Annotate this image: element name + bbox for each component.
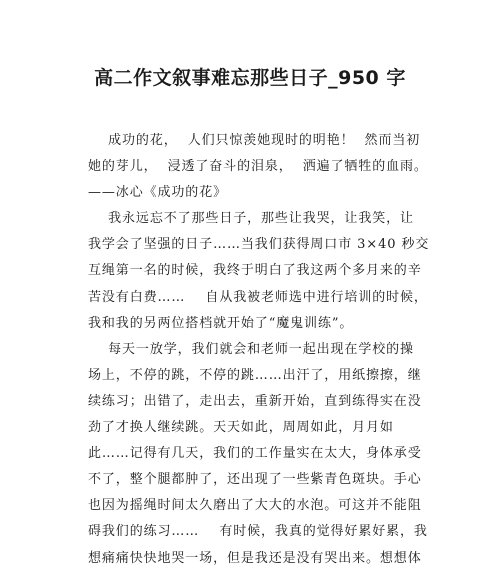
text-line: 我永远忘不了那些日子，那些让我哭，让我笑，让 xyxy=(88,211,414,227)
text-line: 每天一放学，我们就会和老师一起出现在学校的操 xyxy=(88,341,414,357)
text-line: 劲了才换人继续跳。天天如此，周周如此，月月如 xyxy=(88,420,394,436)
text-line: 场上，不停的跳，不停的跳……出汗了，用纸擦擦，继 xyxy=(88,367,422,383)
text-line: 碍我们的练习…… 有时候，我真的觉得好累好累，我 xyxy=(88,524,428,540)
quote-attribution: ——冰心《成功的花》 xyxy=(88,185,228,201)
document-body xyxy=(88,128,430,566)
document-title: 高二作文叙事难忘那些日子_950 字 xyxy=(94,67,406,89)
text-line: 也因为摇绳时间太久磨出了大大的水泡。可这并不能阻 xyxy=(88,498,422,514)
text-line: 续练习；出错了，走出去，重新开始，直到练得实在没 xyxy=(88,393,422,409)
text-line: 互绳第一名的时候，我终于明白了我这两个多月来的辛 xyxy=(88,263,422,279)
text-line: 我学会了坚强的日子……当我们获得周口市 3×40 秒交 xyxy=(88,237,430,253)
text-line: 她的芽儿， 浸透了奋斗的泪泉， 洒遍了牺牲的血雨。 xyxy=(88,159,428,175)
text-line: 苦没有白费…… 自从我被老师选中进行培训的时候， xyxy=(88,289,428,305)
text-line: 成功的花， 人们只惊羡她现时的明艳！ 然而当初 xyxy=(88,133,421,148)
text-line: 不了，整个腿都肿了，还出现了一些紫青色斑块。手心 xyxy=(88,472,422,488)
text-line: 我和我的另两位搭档就开始了“魔鬼训练”。 xyxy=(88,315,354,331)
text-line: 想痛痛快快地哭一场，但是我还是没有哭出来。想想体 xyxy=(88,550,422,566)
text-line: 此……记得有几天，我们的工作量实在太大，身体承受 xyxy=(88,446,422,462)
